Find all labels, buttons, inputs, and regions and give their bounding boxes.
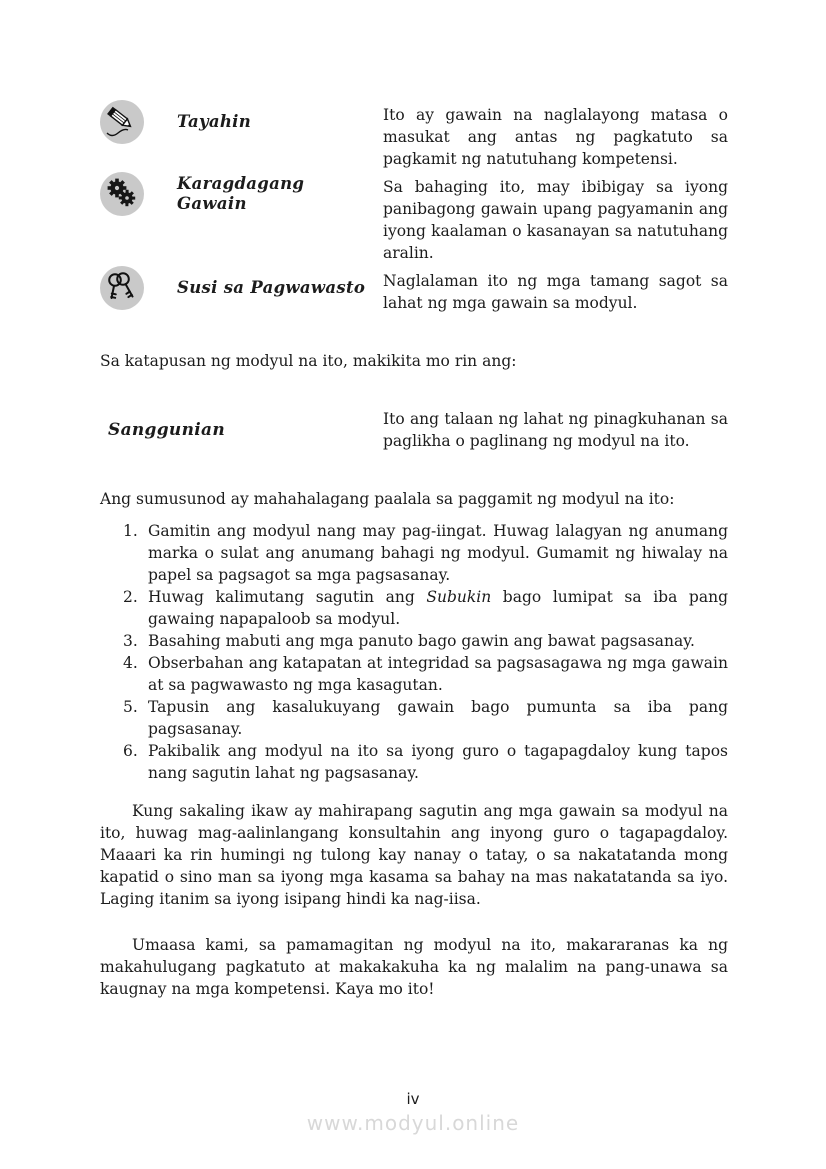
reminder-text: Gamitin ang modyul nang may pag-iingat. Huwag lalagyan ng anumang marka o sulat ang anumang bahagi ng modyul. Gumamit ng hiwalay na papel sa pagsagot sa mga pagsasanay. [148, 522, 728, 584]
sanggunian-row [100, 408, 728, 452]
part-description: Ito ay gawain na naglalayong matasa o masukat ang antas ng pagkatuto sa pagkamit ng natutuhang kompetensi. [383, 106, 728, 168]
reminder-text: Obserbahan ang katapatan at integridad sa pagsasagawa ng mga gawain at sa pagwawasto ng mga kasagutan. [148, 654, 728, 694]
pencil-icon [100, 100, 144, 144]
part-description: Sa bahaging ito, may ibibigay sa iyong panibagong gawain upang pagyamanin ang iyong kaalaman o kasanayan sa natutuhang aralin. [383, 178, 728, 262]
keys-icon [100, 266, 144, 310]
page-number: iv [406, 1090, 420, 1108]
sanggunian-description: Ito ang talaan ng lahat ng pinagkuhanan sa paglikha o paglinang ng modyul na ito. [383, 410, 728, 450]
part-description: Naglalaman ito ng mga tamang sagot sa lahat ng mga gawain sa modyul. [383, 272, 728, 312]
reminder-item [100, 586, 728, 630]
reminder-text: Basahing mabuti ang mga panuto bago gawin ang bawat pagsasanay. [148, 632, 695, 650]
sanggunian-label: Sanggunian [108, 420, 225, 440]
module-part-row-susi-sa-pagwawasto [100, 266, 728, 314]
module-parts-list [100, 100, 728, 314]
part-label: Karagdagang Gawain [177, 174, 305, 213]
reminder-number: 2. [123, 588, 138, 606]
site-watermark: www.modyul.online [306, 1111, 520, 1135]
body-paragraph: Kung sakaling ikaw ay mahirapang sagutin ang mga gawain sa modyul na ito, huwag mag-aalinlangang konsultahin ang inyong guro o tagapagdaloy. Maaari ka rin humingi ng tulong kay nanay o tatay, o sa nakatatanda mong kapatid o sino man sa iyong mga kasama sa bahay na mas nakatatanda sa iyo. Laging itanim sa iyong isipang hindi ka nag-iisa. [100, 802, 728, 908]
reminder-item [100, 630, 728, 652]
reminder-text: Tapusin ang kasalukuyang gawain bago pumunta sa iba pang pagsasanay. [148, 698, 728, 738]
reminder-text: Pakibalik ang modyul na ito sa iyong guro o tagapagdaloy kung tapos nang sagutin lahat ng pagsasanay. [148, 742, 728, 782]
reminder-item [100, 520, 728, 586]
body-paragraph: Umaasa kami, sa pamamagitan ng modyul na ito, makararanas ka ng makahulugang pagkatuto at makakakuha ka ng malalim na pang-unawa sa kaugnay na mga kompetensi. Kaya mo ito! [100, 936, 728, 998]
reminders-list [100, 520, 728, 784]
reminder-text: Huwag kalimutang sagutin ang Subukin bago lumipat sa iba pang gawaing napapaloob sa modyul. [148, 588, 728, 628]
module-part-row-karagdagang-gawain [100, 172, 728, 264]
reminder-number: 5. [123, 698, 138, 716]
katapusan-intro: Sa katapusan ng modyul na ito, makikita mo rin ang: [100, 352, 517, 370]
part-label: Susi sa Pagwawasto [177, 278, 366, 297]
module-part-row-tayahin [100, 100, 728, 170]
gears-icon [100, 172, 144, 216]
reminder-item [100, 652, 728, 696]
reminder-number: 3. [123, 632, 138, 650]
reminder-number: 1. [123, 522, 138, 540]
reminder-number: 6. [123, 742, 138, 760]
reminder-item [100, 740, 728, 784]
reminder-number: 4. [123, 654, 138, 672]
reminder-item [100, 696, 728, 740]
part-label: Tayahin [177, 112, 252, 131]
paalala-intro: Ang sumusunod ay mahahalagang paalala sa paggamit ng modyul na ito: [100, 490, 675, 508]
page-footer [0, 1090, 826, 1135]
